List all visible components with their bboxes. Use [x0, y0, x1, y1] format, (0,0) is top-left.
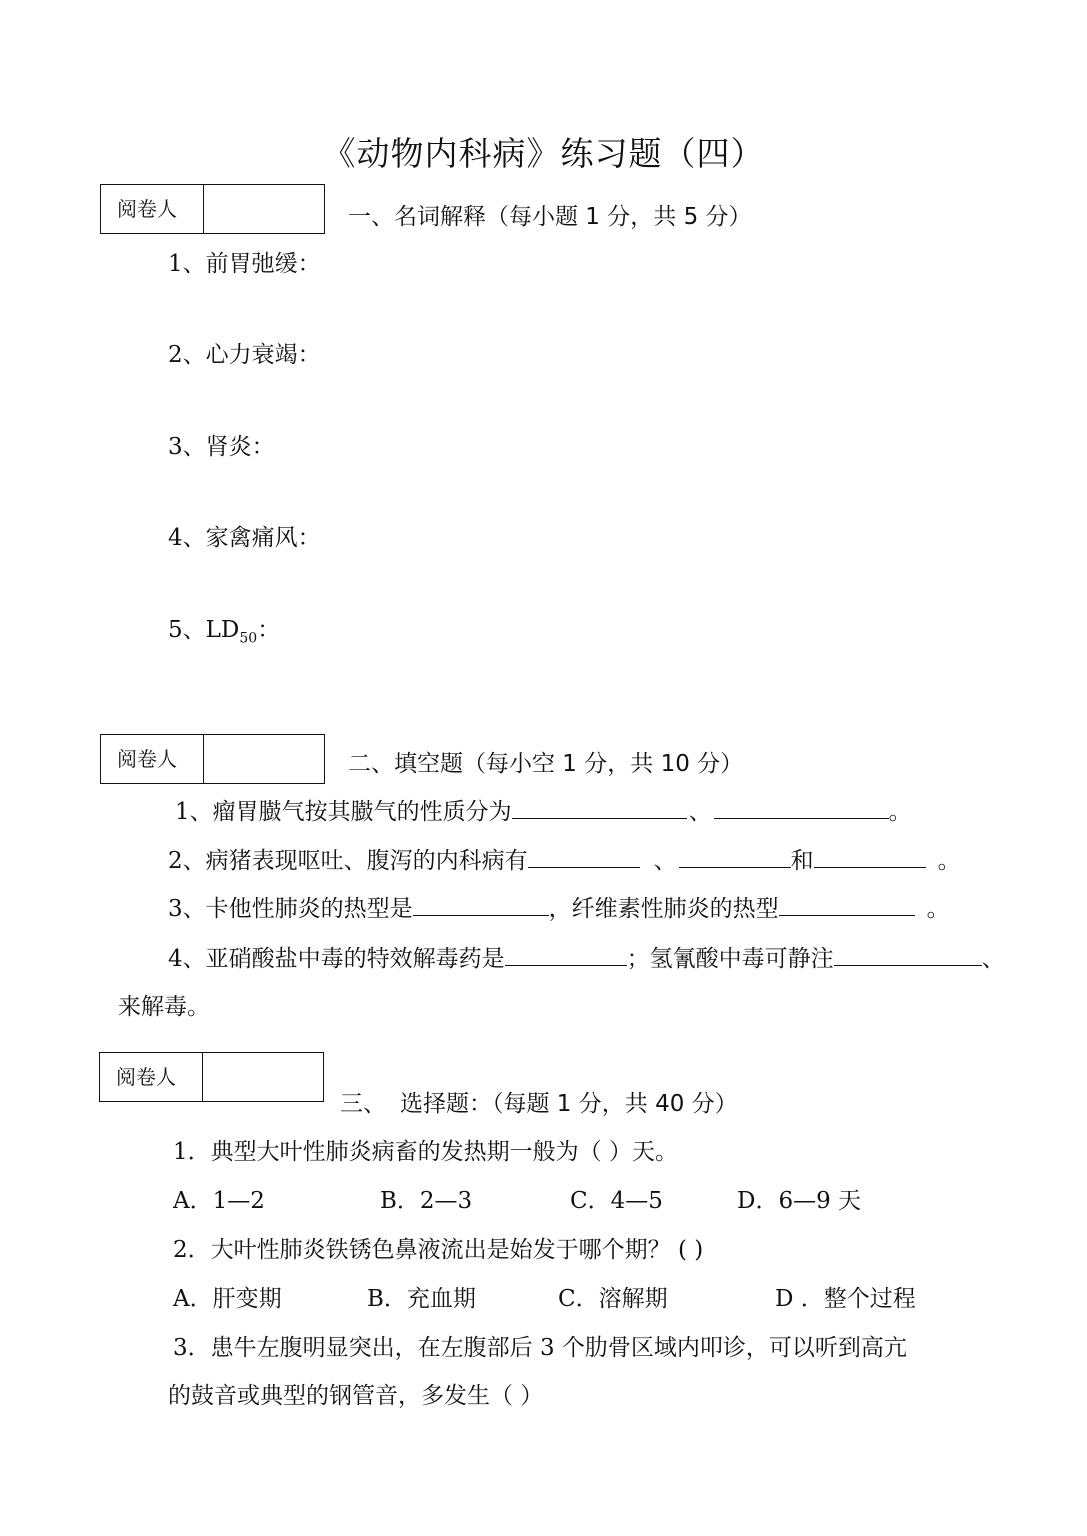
fill-q1-sep: 、 [688, 799, 712, 825]
fill-question-3 [168, 890, 950, 923]
section1-heading: 一、名词解释（每小题 1 分，共 5 分） [348, 204, 752, 230]
choice-q2-option-c[interactable]: C．溶解期 [558, 1286, 668, 1312]
term-item-1: 1、前胃弛缓： [168, 251, 321, 277]
fill-q3-blank-1[interactable] [413, 895, 549, 916]
section3-heading-text: 选择题：（每题 1 分，共 40 分） [400, 1091, 738, 1117]
fill-q2-end: 。 [937, 848, 961, 874]
fill-q3-text: 3、卡他性肺炎的热型是 [168, 896, 413, 922]
choice-question-2: 2．大叶性肺炎铁锈色鼻液流出是始发于哪个期？ ( ) [173, 1237, 704, 1263]
fill-q4-blank-2[interactable] [834, 945, 982, 966]
fill-q1-blank-2[interactable] [714, 798, 889, 819]
fill-q2-blank-1[interactable] [528, 847, 640, 868]
fill-q4-text: 4、亚硝酸盐中毒的特效解毒药是 [168, 946, 505, 972]
fill-q1-end: 。 [888, 799, 912, 825]
grader-box-3 [99, 1052, 324, 1102]
choice-q2-option-b[interactable]: B．充血期 [367, 1286, 476, 1312]
term-item-4: 4、家禽痛风： [168, 525, 321, 551]
term-item-5-prefix: 5、LD [168, 617, 240, 643]
fill-question-4 [168, 940, 1005, 973]
section3-heading [340, 1085, 738, 1118]
fill-question-1 [175, 793, 912, 826]
fill-q4-mid: ；氢氰酸中毒可静注 [626, 946, 834, 972]
term-item-5-suffix: ： [257, 617, 281, 643]
grader-signature-field[interactable] [204, 735, 324, 783]
grader-label: 阅卷人 [100, 1053, 203, 1101]
fill-q2-blank-2[interactable] [679, 847, 791, 868]
fill-q1-blank-1[interactable] [512, 798, 687, 819]
choice-q1-option-a[interactable]: A．1—2 [173, 1188, 265, 1214]
term-item-3: 3、肾炎： [168, 434, 275, 460]
fill-q4-sep: 、 [981, 946, 1005, 972]
fill-question-2 [168, 842, 961, 875]
term-item-2: 2、心力衰竭： [168, 342, 321, 368]
fill-q3-blank-2[interactable] [779, 895, 915, 916]
fill-q2-and: 和 [790, 848, 814, 874]
grader-box-1 [100, 184, 325, 234]
page-title: 《动物内科病》练习题（四） [322, 134, 765, 173]
fill-q1-text: 1、瘤胃臌气按其臌气的性质分为 [175, 799, 512, 825]
choice-question-1: 1．典型大叶性肺炎病畜的发热期一般为（ ）天。 [173, 1139, 678, 1165]
choice-q2-option-d[interactable]: D ．整个过程 [775, 1286, 916, 1312]
choice-q1-option-b[interactable]: B．2—3 [380, 1188, 473, 1214]
section3-heading-number: 三、 [340, 1091, 386, 1117]
term-item-5-subscript: 50 [239, 630, 258, 647]
choice-question-3-line-1: 3．患牛左腹明显突出，在左腹部后 3 个肋骨区域内叩诊，可以听到高亢 [173, 1335, 907, 1361]
grader-label: 阅卷人 [101, 735, 204, 783]
grader-signature-field[interactable] [204, 185, 324, 233]
fill-q2-sep: 、 [653, 848, 677, 874]
grader-signature-field[interactable] [203, 1053, 323, 1101]
choice-q1-option-c[interactable]: C．4—5 [570, 1188, 663, 1214]
choice-q1-option-d[interactable]: D．6—9 天 [737, 1188, 862, 1214]
grader-box-2 [100, 734, 325, 784]
fill-q3-mid: ，纤维素性肺炎的热型 [548, 896, 779, 922]
choice-question-3-line-2: 的鼓音或典型的钢管音，多发生（ ） [168, 1383, 544, 1409]
fill-q2-blank-3[interactable] [814, 847, 926, 868]
section2-heading: 二、填空题（每小空 1 分，共 10 分） [348, 751, 744, 777]
choice-q2-option-a[interactable]: A．肝变期 [173, 1286, 282, 1312]
fill-question-4-continued: 来解毒。 [118, 994, 210, 1020]
fill-q2-text: 2、病猪表现呕吐、腹泻的内科病有 [168, 848, 528, 874]
term-item-5 [168, 611, 280, 647]
grader-label: 阅卷人 [101, 185, 204, 233]
fill-q3-end: 。 [926, 896, 950, 922]
fill-q4-blank-1[interactable] [505, 945, 627, 966]
